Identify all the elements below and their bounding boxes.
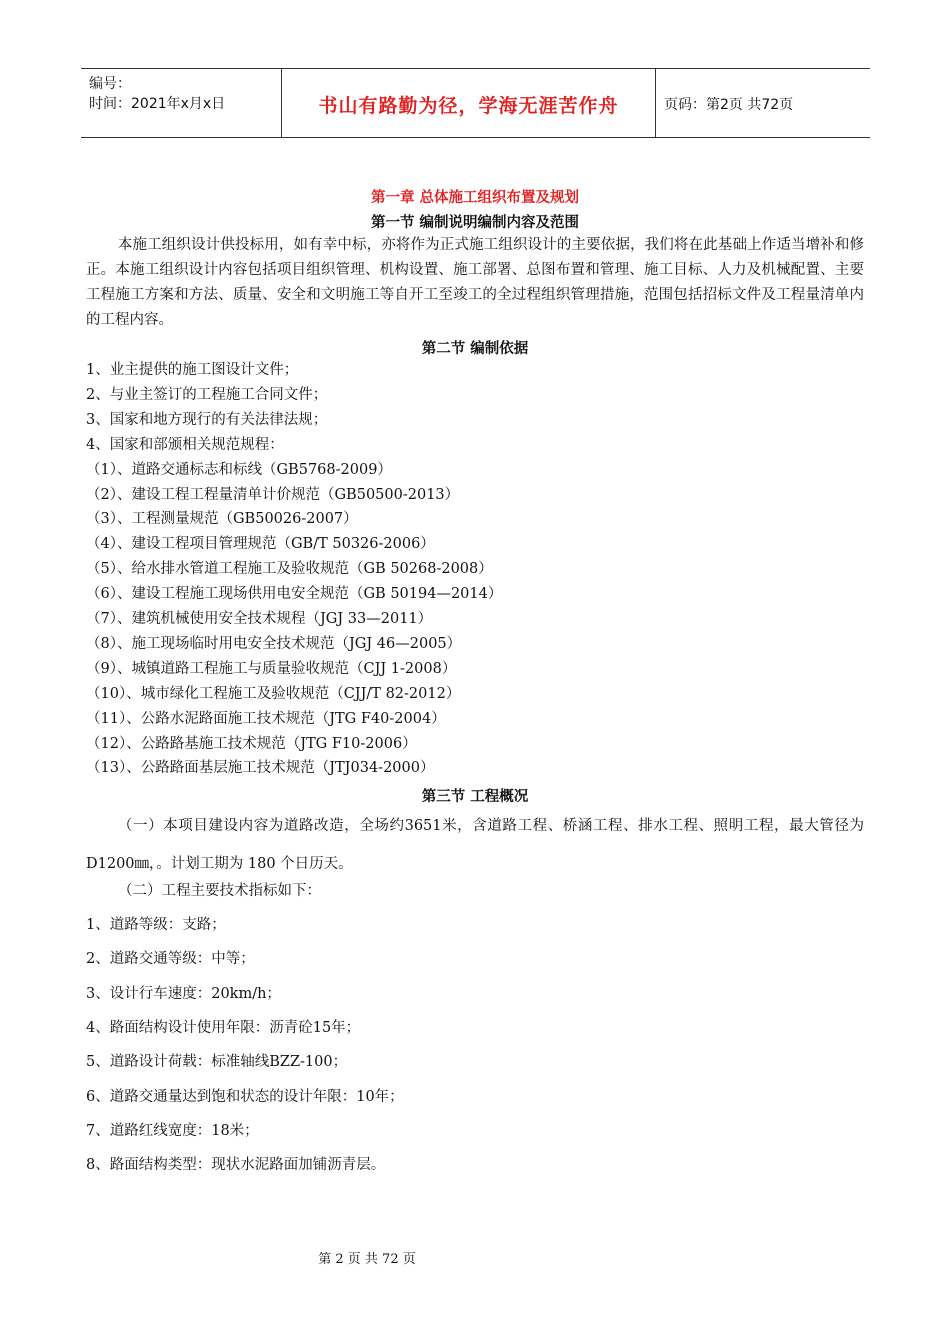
section2-title: 第二节 编制依据 <box>421 341 529 357</box>
list-item: （2）、建设工程工程量清单计价规范（GB50500-2013） <box>86 486 460 503</box>
chapter-title: 第一章 总体施工组织布置及规划 <box>370 190 580 206</box>
header-motto-cell <box>281 69 656 137</box>
list-item: （7）、建筑机械使用安全技术规程（JGJ 33—2011） <box>86 611 433 627</box>
document-header <box>81 68 870 138</box>
section1-title: 第一节 编制说明编制内容及范围 <box>370 215 580 231</box>
list-item: 7、道路红线宽度：18米； <box>86 1122 259 1139</box>
list-item: （11）、公路水泥路面施工技术规范（JTG F40-2004） <box>86 710 446 727</box>
list-item: 1、业主提供的施工图设计文件； <box>86 362 299 378</box>
list-item: 6、道路交通量达到饱和状态的设计年限：10年； <box>86 1088 404 1105</box>
list-item: 4、国家和部颁相关规范规程： <box>86 436 284 453</box>
list-item: 2、与业主签订的工程施工合同文件； <box>86 386 328 403</box>
header-motto: 书山有路勤为径，学海无涯苦作舟 <box>318 95 619 117</box>
list-item: 1、道路等级：支路； <box>86 917 226 933</box>
list-item: 3、国家和地方现行的有关法律法规； <box>86 411 328 428</box>
list-item: 4、路面结构设计使用年限：沥青砼15年； <box>86 1019 361 1036</box>
header-meta-cell <box>81 69 281 137</box>
list-item: （10）、城市绿化工程施工及验收规范（CJJ/T 82-2012） <box>86 685 461 702</box>
list-item: （1）、道路交通标志和标线（GB5768-2009） <box>86 461 392 478</box>
section3-subheading: （二）工程主要技术指标如下： <box>118 883 321 899</box>
section1-paragraph: 本施工组织设计供投标用，如有幸中标，亦将作为正式施工组织设计的主要依据，我们将在此基础上作适当增补和修正。本施工组织设计内容包括项目组织管理、机构设置、施工部署、总图布置和管理、施工目标、人力及机械配置、主要工程施工方案和方法、质量、安全和文明施工等自开工至竣工的全过程组织管理措施，范围包括招标文件及工程量清单内的工程内容。 <box>86 237 864 328</box>
section3-title: 第三节 工程概况 <box>421 789 529 805</box>
list-item: （5）、给水排水管道工程施工及验收规范（GB 50268-2008） <box>86 561 493 578</box>
header-page-cell <box>656 69 870 137</box>
list-item: （12）、公路路基施工技术规范（JTG F10-2006） <box>86 735 417 752</box>
list-item: 8、路面结构类型：现状水泥路面加铺沥青层。 <box>86 1157 386 1174</box>
list-item: （6）、建设工程施工现场供用电安全规范（GB 50194—2014） <box>86 586 503 603</box>
date-label: 时间：2021年x月x日 <box>89 96 226 112</box>
list-item: 2、道路交通等级：中等； <box>86 951 255 968</box>
list-item: （4）、建设工程项目管理规范（GB/T 50326-2006） <box>86 536 435 553</box>
list-item: （8）、施工现场临时用电安全技术规范（JGJ 46—2005） <box>86 635 462 652</box>
list-item: （9）、城镇道路工程施工与质量验收规范（CJJ 1-2008） <box>86 660 457 677</box>
list-item: （13）、公路路面基层施工技术规范（JTJ034-2000） <box>86 760 435 777</box>
list-item: 3、设计行车速度：20km/h； <box>86 985 281 1002</box>
list-item: 5、道路设计荷载：标准轴线BZZ-100； <box>86 1054 348 1071</box>
number-label: 编号： <box>89 76 131 92</box>
header-page-label: 页码：第2页 共72页 <box>664 97 794 113</box>
page-footer: 第 2 页 共 72 页 <box>318 1252 416 1267</box>
list-item: （3）、工程测量规范（GB50026-2007） <box>86 511 358 528</box>
section3-paragraph: （一）本项目建设内容为道路改造，全场约3651米，含道路工程、桥涵工程、排水工程、照明工程，最大管径为D1200㎜，。计划工期为 180 个日历天。 <box>86 818 864 872</box>
